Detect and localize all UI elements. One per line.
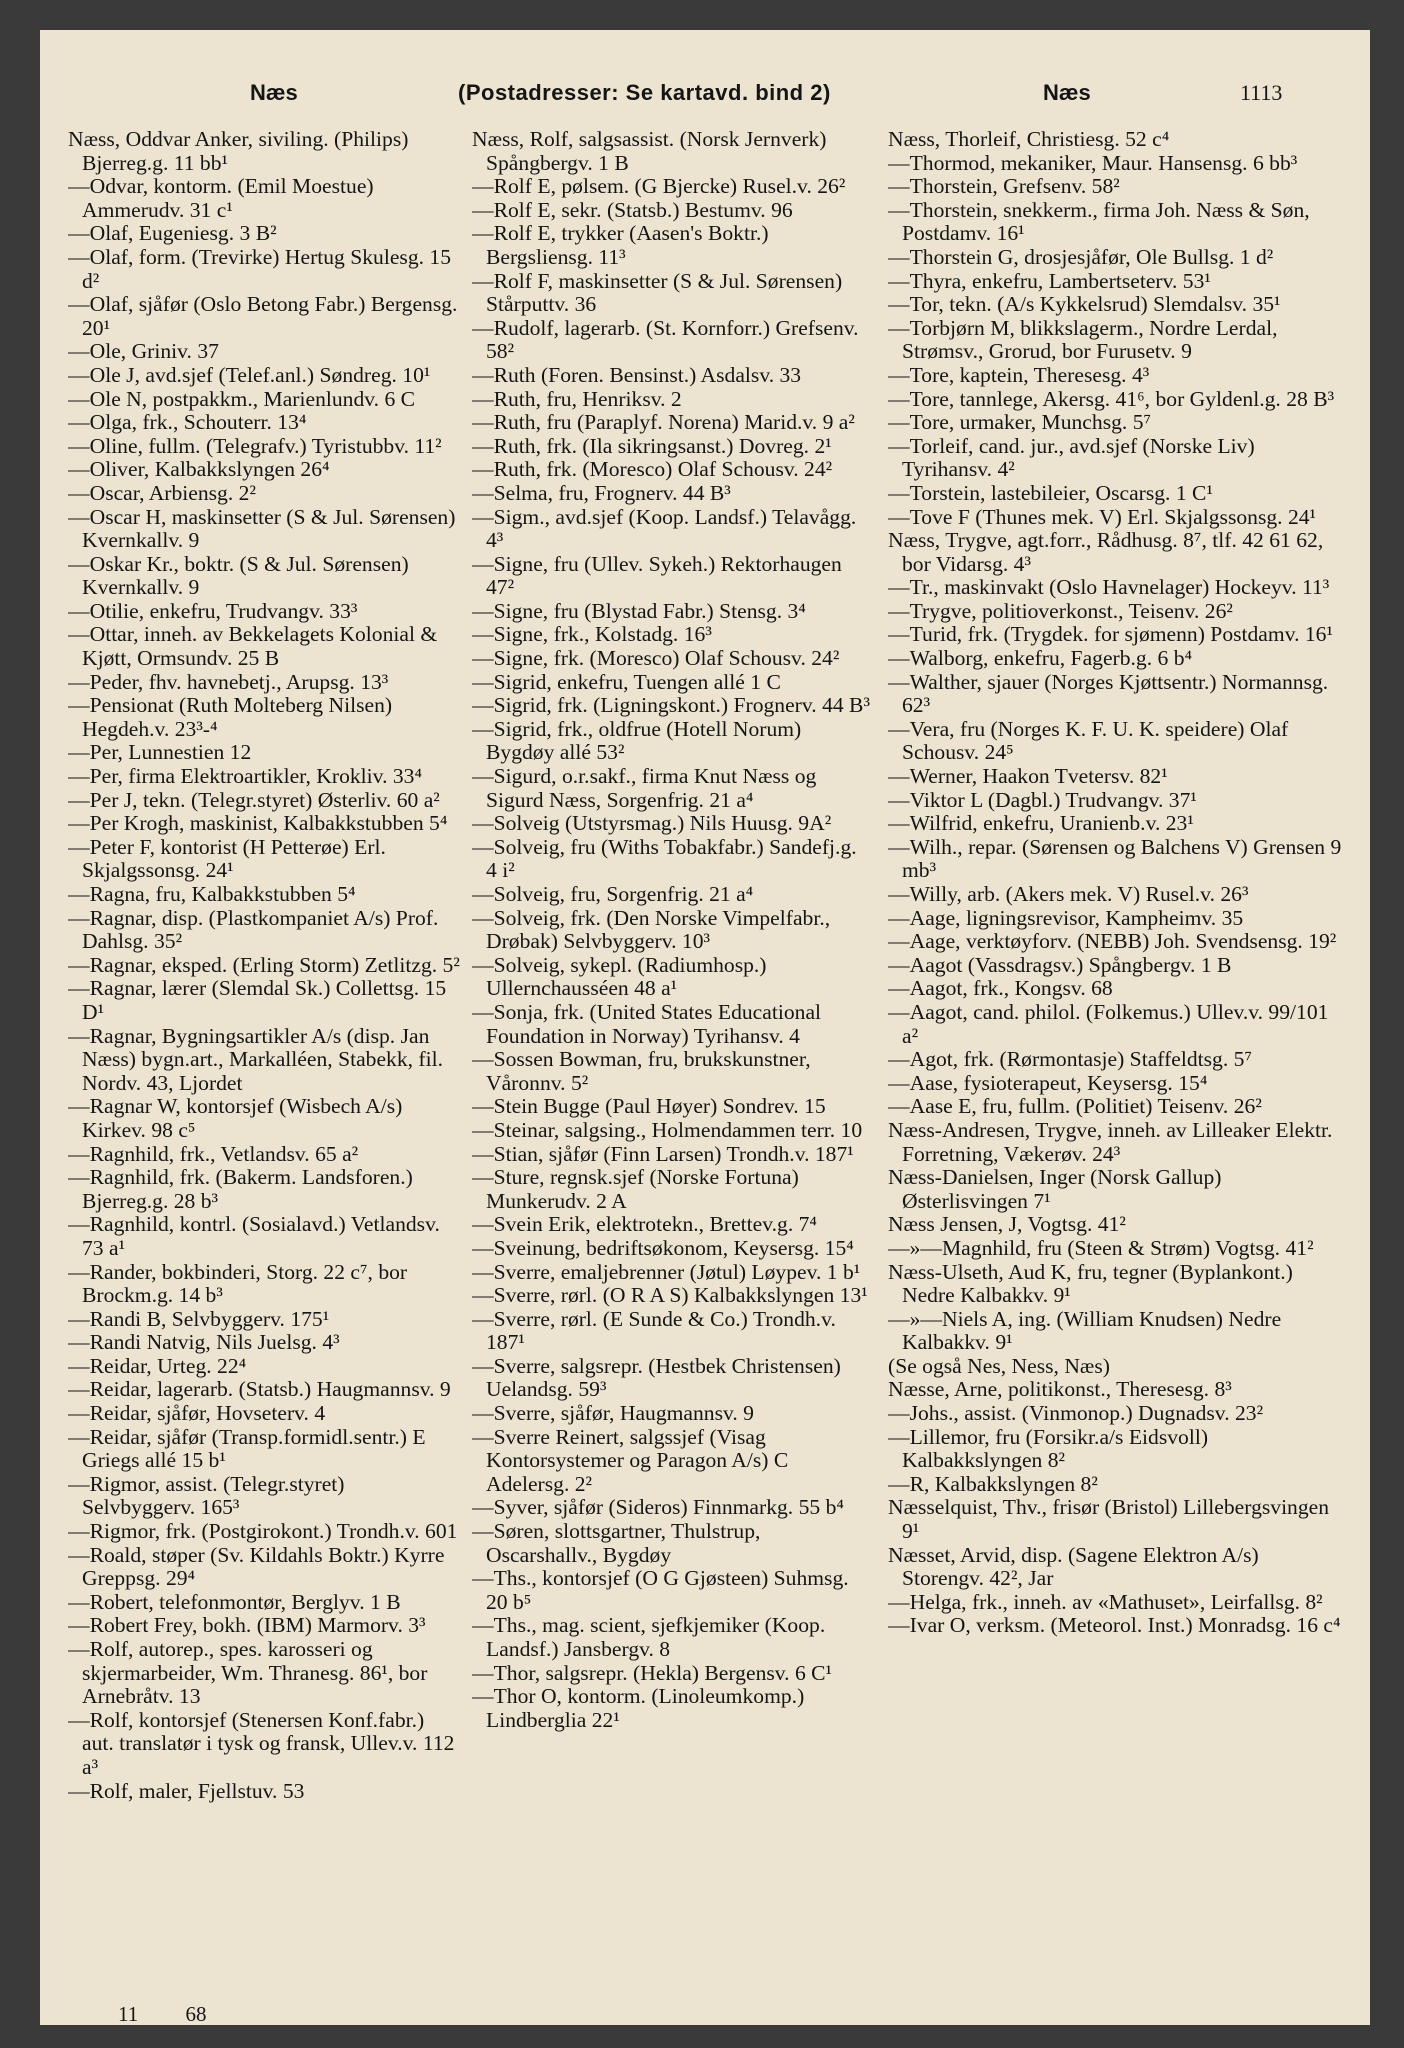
directory-entry: —Signe, fru (Ullev. Sykeh.) Rektorhaugen 47²	[472, 551, 842, 600]
directory-entry: —Randi B, Selvbyggerv. 175¹	[68, 1306, 330, 1331]
directory-entry: —Thormod, mekaniker, Maur. Hansensg. 6 bb³	[888, 150, 1298, 175]
directory-entry: —Rolf E, trykker (Aasen's Boktr.) Bergsliensg. 11³	[472, 221, 769, 269]
directory-entry: —Per, firma Elektroartikler, Krokliv. 33⁴	[68, 764, 422, 789]
directory-entry: —Walborg, enkefru, Fagerb.g. 6 b⁴	[888, 646, 1193, 671]
directory-entry: —Rander, bokbinderi, Storg. 22 c⁷, bor Brockm.g. 14 b³	[68, 1259, 408, 1308]
directory-page	[40, 30, 1370, 2025]
page-footer	[118, 2002, 248, 2027]
directory-entry: —Rolf, kontorsjef (Stenersen Konf.fabr.) aut. translatør i tysk og fransk, Ullev.v. 112 a³	[68, 1707, 455, 1779]
directory-entry: —Sverre, salgsrepr. (Hestbek Christensen) Uelandsg. 59³	[472, 1353, 841, 1402]
directory-entry: —Ottar, inneh. av Bekkelagets Kolonial & Kjøtt, Ormsundv. 25 B	[68, 622, 438, 671]
directory-entry: —Svein Erik, elektrotekn., Brettev.g. 7⁴	[472, 1212, 817, 1237]
directory-entry: —Sigrid, enkefru, Tuengen allé 1 C	[472, 669, 781, 694]
directory-entry: —Helga, frk., inneh. av «Mathuset», Leirfallsg. 8²	[888, 1589, 1323, 1614]
directory-entry: —Stein Bugge (Paul Høyer) Sondrev. 15	[472, 1094, 826, 1119]
directory-entry: —Turid, frk. (Trygdek. for sjømenn) Postdamv. 16¹	[888, 622, 1333, 647]
directory-entry: —Ole N, postpakkm., Marienlundv. 6 C	[68, 386, 416, 411]
header-center-note: (Postadresser: Se kartavd. bind 2)	[458, 80, 831, 105]
directory-entry: —»—Magnhild, fru (Steen & Strøm) Vogtsg. 41²	[888, 1235, 1314, 1260]
directory-entry: —Sonja, frk. (United States Educational Foundation in Norway) Tyrihansv. 4	[472, 999, 822, 1048]
directory-entry: —Reidar, sjåfør, Hovseterv. 4	[68, 1401, 326, 1426]
directory-entry: Næsse, Arne, politikonst., Theresesg. 8³	[888, 1377, 1232, 1402]
directory-entry: —Rolf F, maskinsetter (S & Jul. Sørensen) Stårputtv. 36	[472, 268, 843, 317]
directory-entry: —Solveig, fru (Withs Tobakfabr.) Sandefj.g. 4 i²	[472, 834, 857, 883]
directory-entry: —Aage, ligningsrevisor, Kampheimv. 35	[888, 905, 1244, 930]
directory-entry: —Tore, kaptein, Theresesg. 4³	[888, 362, 1150, 387]
directory-entry: —Rolf E, sekr. (Statsb.) Bestumv. 96	[472, 197, 793, 222]
directory-entry: —Otilie, enkefru, Trudvangv. 33³	[68, 598, 358, 623]
directory-entry: —Ivar O, verksm. (Meteorol. Inst.) Monradsg. 16 c⁴	[888, 1613, 1341, 1638]
directory-entry: —Signe, frk., Kolstadg. 16³	[472, 622, 712, 647]
column-2	[472, 128, 872, 2008]
directory-entry: Næss Jensen, J, Vogtsg. 41²	[888, 1212, 1126, 1237]
directory-entry: —Oliver, Kalbakkslyngen 26⁴	[68, 457, 330, 482]
directory-entry: —»—Niels A, ing. (William Knudsen) Nedre Kalbakkv. 9¹	[888, 1306, 1282, 1355]
directory-entry: —Willy, arb. (Akers mek. V) Rusel.v. 26³	[888, 882, 1249, 906]
directory-entry: —Ragnhild, frk., Vetlandsv. 65 a²	[68, 1141, 359, 1166]
directory-entry: —Johs., assist. (Vinmonop.) Dugnadsv. 23²	[888, 1401, 1264, 1426]
directory-entry: —Søren, slottsgartner, Thulstrup, Oscarshallv., Bygdøy	[472, 1519, 761, 1567]
directory-entry: —Sveinung, bedriftsøkonom, Keysersg. 15⁴	[472, 1235, 854, 1260]
directory-entry: —Ragnhild, frk. (Bakerm. Landsforen.) Bjerreg.g. 28 b³	[68, 1165, 413, 1213]
directory-entry: —Sverre, rørl. (O R A S) Kalbakkslyngen 13¹	[472, 1283, 868, 1308]
directory-entry: —Sigrid, frk., oldfrue (Hotell Norum) Bygdøy allé 53²	[472, 716, 802, 765]
directory-entry: —Robert Frey, bokh. (IBM) Marmorv. 3³	[68, 1613, 426, 1638]
directory-entry: —Ruth (Foren. Bensinst.) Asdalsv. 33	[472, 362, 802, 387]
directory-entry: —Ragnar, Bygningsartikler A/s (disp. Jan Næss) bygn.art., Markalléen, Stabekk, fil. Nordv. 43, Ljordet	[68, 1023, 444, 1095]
directory-entry: Næss, Rolf, salgsassist. (Norsk Jernverk) Spångbergv. 1 B	[472, 128, 827, 175]
header-right-keyword: Næs	[1043, 80, 1091, 105]
directory-entry: —Thor, salgsrepr. (Hekla) Bergensv. 6 C¹	[472, 1660, 833, 1685]
directory-entry: —Oskar Kr., boktr. (S & Jul. Sørensen) Kvernkallv. 9	[68, 551, 409, 600]
directory-entry: —Oscar H, maskinsetter (S & Jul. Sørensen) Kvernkallv. 9	[68, 504, 456, 553]
directory-entry: Næsset, Arvid, disp. (Sagene Elektron A/s) Storengv. 42², Jar	[888, 1542, 1259, 1591]
directory-entry: —Wilfrid, enkefru, Uranienb.v. 23¹	[888, 811, 1194, 836]
directory-entry: —Solveig, fru, Sorgenfrig. 21 a⁴	[472, 882, 754, 906]
directory-entry: —Ragnar W, kontorsjef (Wisbech A/s) Kirkev. 98 c⁵	[68, 1094, 403, 1142]
directory-entry: —Sigrid, frk. (Ligningskont.) Frognerv. 44 B³	[472, 693, 870, 718]
directory-entry: —Rolf, maler, Fjellstuv. 53	[68, 1778, 305, 1803]
directory-entry: —Olaf, form. (Trevirke) Hertug Skulesg. 15 d²	[68, 244, 452, 293]
directory-entry: —Sverre, emaljebrenner (Jøtul) Løypev. 1 b¹	[472, 1259, 861, 1284]
column-1	[68, 128, 460, 2008]
footer-left-mark: 11	[118, 2002, 139, 2026]
directory-entry: —Ruth, frk. (Ila sikringsanst.) Dovreg. 2¹	[472, 433, 832, 458]
directory-entry: Næss-Andresen, Trygve, inneh. av Lilleaker Elektr. Forretning, Vækerøv. 24³	[888, 1117, 1333, 1166]
directory-entry: —Sossen Bowman, fru, brukskunstner, Våronnv. 5²	[472, 1047, 811, 1095]
directory-entry: —Aagot (Vassdragsv.) Spångbergv. 1 B	[888, 952, 1232, 977]
directory-entry: —Torleif, cand. jur., avd.sjef (Norske Liv) Tyrihansv. 4²	[888, 433, 1255, 482]
directory-entry: —Wilh., repar. (Sørensen og Balchens V) Grensen 9 mb³	[888, 834, 1342, 883]
directory-entry: —Ths., kontorsjef (O G Gjøsteen) Suhmsg. 20 b⁵	[472, 1566, 849, 1614]
directory-entry: —Aage, verktøyforv. (NEBB) Joh. Svendsensg. 19²	[888, 929, 1337, 954]
directory-entry: —Trygve, politioverkonst., Teisenv. 26²	[888, 598, 1233, 623]
directory-entry: —Odvar, kontorm. (Emil Moestue) Ammerudv. 31 c¹	[68, 174, 374, 222]
directory-entry: —Aase E, fru, fullm. (Politiet) Teisenv. 26²	[888, 1094, 1262, 1119]
directory-entry: Næss, Thorleif, Christiesg. 52 c⁴	[888, 128, 1170, 151]
page-number: 1113	[1240, 80, 1283, 105]
footer-right-mark: 68	[185, 2002, 207, 2026]
directory-entry: —Solveig (Utstyrsmag.) Nils Huusg. 9A²	[472, 811, 832, 836]
directory-entry: —Olga, frk., Schouterr. 13⁴	[68, 410, 307, 435]
directory-entry: —Walther, sjauer (Norges Kjøttsentr.) Normannsg. 62³	[888, 669, 1329, 718]
directory-entry: —Aagot, frk., Kongsv. 68	[888, 976, 1113, 1001]
directory-entry: —Reidar, lagerarb. (Statsb.) Haugmannsv. 9	[68, 1377, 451, 1402]
directory-entry: —Ragnhild, kontrl. (Sosialavd.) Vetlandsv. 73 a¹	[68, 1212, 440, 1260]
directory-entry: —Per Krogh, maskinist, Kalbakkstubben 5⁴	[68, 811, 448, 836]
directory-entry: —Aagot, cand. philol. (Folkemus.) Ullev.v. 99/101 a²	[888, 999, 1329, 1048]
directory-entry: —Signe, fru (Blystad Fabr.) Stensg. 3⁴	[472, 598, 806, 623]
directory-entry: —Aase, fysioterapeut, Keysersg. 15⁴	[888, 1070, 1208, 1095]
directory-entry: —Thor O, kontorm. (Linoleumkomp.) Lindbergliа 22¹	[472, 1684, 805, 1732]
directory-entry: —Stian, sjåfør (Finn Larsen) Trondh.v. 187¹	[472, 1141, 854, 1166]
directory-entry: —Thorstein G, drosjesjåfør, Ole Bullsg. 1 d²	[888, 244, 1274, 269]
directory-entry: —Solveig, frk. (Den Norske Vimpelfabr., Drøbak) Selvbyggerv. 10³	[472, 905, 831, 954]
directory-entry: —Oline, fullm. (Telegrafv.) Tyristubbv. 11²	[68, 433, 442, 458]
directory-entry: —Tove F (Thunes mek. V) Erl. Skjalgssonsg. 24¹	[888, 504, 1317, 529]
directory-entry: —Ole J, avd.sjef (Telef.anl.) Søndreg. 10¹	[68, 362, 431, 387]
directory-entry: (Se også Nes, Ness, Næs)	[888, 1353, 1110, 1378]
directory-entry: —Torbjørn M, blikkslagerm., Nordre Lerdal, Strømsv., Grorud, bor Furusetv. 9	[888, 315, 1278, 364]
directory-entry: —Torstein, lastebileier, Oscarsg. 1 C¹	[888, 480, 1213, 505]
directory-entry: —Agot, frk. (Rørmontasje) Staffeldtsg. 5⁷	[888, 1047, 1252, 1072]
directory-entry: —R, Kalbakkslyngen 8²	[888, 1471, 1098, 1496]
header-left-keyword: Næs	[250, 80, 298, 105]
directory-entry: Næss, Trygve, agt.forr., Rådhusg. 8⁷, tlf. 42 61 62, bor Vidarsg. 4³	[888, 528, 1324, 576]
directory-entry: —Ruth, frk. (Moresco) Olaf Schousv. 24²	[472, 457, 833, 482]
directory-entry: —Ruth, fru, Henriksv. 2	[472, 386, 682, 411]
directory-entry: Næsselquist, Thv., frisør (Bristol) Lillebergsvingen 9¹	[888, 1495, 1330, 1544]
directory-entry: —Selma, fru, Frognerv. 44 B³	[472, 480, 731, 505]
directory-entry: —Ragnar, eksped. (Erling Storm) Zetlitzg. 5²	[68, 952, 460, 977]
directory-entry: —Tore, urmaker, Munchsg. 5⁷	[888, 410, 1152, 435]
directory-entry: Næss-Ulseth, Aud K, fru, tegner (Byplankont.) Nedre Kalbakkv. 9¹	[888, 1259, 1293, 1308]
directory-entry: Næss, Oddvar Anker, siviling. (Philips) Bjerreg.g. 11 bb¹	[68, 128, 409, 175]
directory-entry: —Ruth, fru (Paraplyf. Norena) Marid.v. 9 a²	[472, 410, 855, 435]
directory-entry: —Tor, tekn. (A/s Kykkelsrud) Slemdalsv. 35¹	[888, 292, 1281, 317]
directory-entry: —Peter F, kontorist (H Petterøe) Erl. Skjalgssonsg. 24¹	[68, 834, 386, 883]
directory-entry: —Olaf, Eugeniesg. 3 B²	[68, 221, 277, 246]
directory-entry: —Rolf, autorep., spes. karosseri og skjermarbeider, Wm. Thranesg. 86¹, bor Arnebråtv. 13	[68, 1637, 428, 1709]
directory-entry: —Tr., maskinvakt (Oslo Havnelager) Hockeyv. 11³	[888, 575, 1330, 600]
directory-entry: —Rigmor, assist. (Telegr.styret) Selvbyggerv. 165³	[68, 1471, 345, 1520]
directory-entry: —Tore, tannlege, Akersg. 41⁶, bor Gyldenl.g. 28 B³	[888, 386, 1335, 411]
directory-entry: Næss-Danielsen, Inger (Norsk Gallup) Østerlisvingen 7¹	[888, 1165, 1222, 1213]
directory-entry: —Ths., mag. scient, sjefkjemiker (Koop. Landsf.) Jansbergv. 8	[472, 1613, 826, 1661]
directory-entry: —Steinar, salgsing., Holmendammen terr. 10	[472, 1117, 863, 1142]
directory-entry: —Sigurd, o.r.sakf., firma Knut Næss og Sigurd Næss, Sorgenfrig. 21 a⁴	[472, 764, 817, 812]
directory-entry: —Ragnar, lærer (Slemdal Sk.) Collettsg. 15 D¹	[68, 976, 447, 1024]
directory-entry: —Roald, støper (Sv. Kildahls Boktr.) Kyrre Greppsg. 29⁴	[68, 1542, 445, 1591]
column-3	[888, 128, 1344, 2008]
directory-entry: —Randi Natvig, Nils Juelsg. 4³	[68, 1330, 340, 1355]
directory-entry: —Sigm., avd.sjef (Koop. Landsf.) Telavågg. 4³	[472, 504, 857, 553]
directory-entry: —Vera, fru (Norges K. F. U. K. speidere) Olaf Schousv. 24⁵	[888, 716, 1289, 765]
directory-entry: —Viktor L (Dagbl.) Trudvangv. 37¹	[888, 787, 1197, 812]
directory-entry: —Reidar, Urteg. 22⁴	[68, 1353, 247, 1378]
directory-entry: —Thyra, enkefru, Lambertseterv. 53¹	[888, 268, 1211, 293]
directory-entry: —Per J, tekn. (Telegr.styret) Østerliv. 60 a²	[68, 787, 440, 812]
directory-entry: —Sverre, rørl. (E Sunde & Co.) Trondh.v. 187¹	[472, 1306, 836, 1355]
directory-entry: —Per, Lunnestien 12	[68, 740, 252, 765]
directory-entry: —Ragna, fru, Kalbakkstubben 5⁴	[68, 882, 356, 906]
directory-entry: —Sverre Reinert, salgssjef (Visag Kontorsystemer og Paragon A/s) C Adelersg. 2²	[472, 1424, 789, 1496]
directory-entry: —Sverre, sjåfør, Haugmannsv. 9	[472, 1401, 754, 1426]
directory-entry: —Peder, fhv. havnebetj., Arupsg. 13³	[68, 669, 389, 694]
directory-entry: —Thorstein, snekkerm., firma Joh. Næss & Søn, Postdamv. 16¹	[888, 197, 1310, 246]
page-header	[40, 78, 1370, 122]
directory-entry: —Olaf, sjåfør (Oslo Betong Fabr.) Bergensg. 20¹	[68, 292, 458, 340]
directory-entry: —Rudolf, lagerarb. (St. Kornforr.) Grefsenv. 58²	[472, 315, 859, 364]
directory-entry: —Reidar, sjåfør (Transp.formidl.sentr.) E Griegs allé 15 b¹	[68, 1424, 426, 1473]
directory-entry: —Signe, frk. (Moresco) Olaf Schousv. 24²	[472, 646, 840, 671]
directory-entry: —Pensionat (Ruth Molteberg Nilsen) Hegdeh.v. 23³-⁴	[68, 693, 393, 741]
directory-entry: —Solveig, sykepl. (Radiumhosp.) Ullernchausséen 48 a¹	[472, 952, 767, 1001]
directory-entry: —Rigmor, frk. (Postgirokont.) Trondh.v. 601	[68, 1519, 458, 1544]
directory-entry: —Oscar, Arbiensg. 2²	[68, 480, 256, 505]
directory-entry: —Robert, telefonmontør, Berglyv. 1 B	[68, 1589, 401, 1614]
directory-entry: —Sture, regnsk.sjef (Norske Fortuna) Munkerudv. 2 A	[472, 1165, 799, 1213]
directory-entry: —Rolf E, pølsem. (G Bjercke) Rusel.v. 26²	[472, 174, 846, 199]
directory-entry: —Thorstein, Grefsenv. 58²	[888, 174, 1120, 199]
directory-entry: —Syver, sjåfør (Sideros) Finnmarkg. 55 b⁴	[472, 1495, 844, 1520]
directory-entry: —Ragnar, disp. (Plastkompaniet A/s) Prof. Dahlsg. 35²	[68, 905, 439, 954]
directory-entry: —Ole, Griniv. 37	[68, 339, 219, 364]
directory-entry: —Werner, Haakon Tvetersv. 82¹	[888, 764, 1168, 789]
directory-entry: —Lillemor, fru (Forsikr.a/s Eidsvoll) Kalbakkslyngen 8²	[888, 1424, 1209, 1473]
